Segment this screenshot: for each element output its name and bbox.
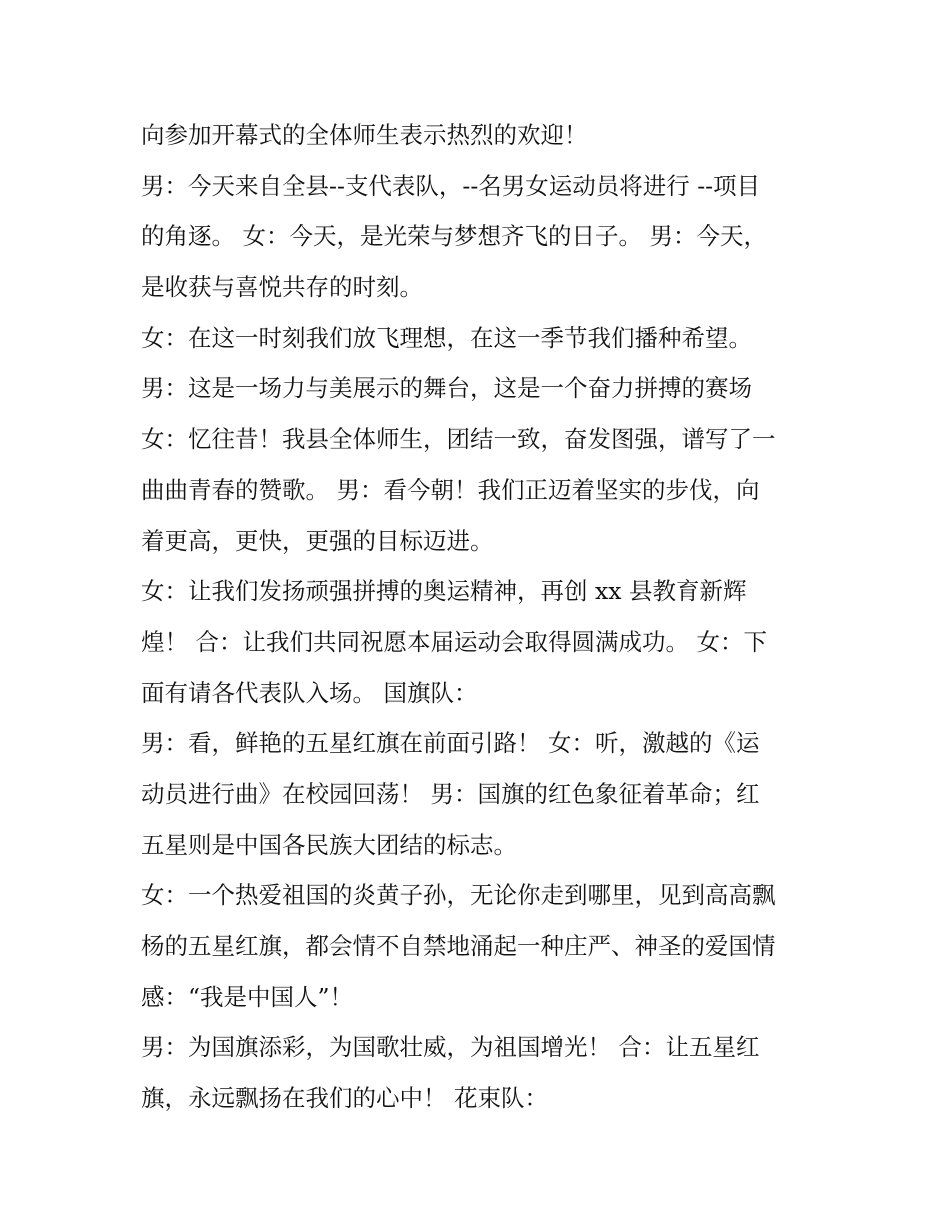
text-line: 女：让我们发扬顽强拼搏的奥运精神，再创 xx 县教育新辉 <box>141 577 747 606</box>
text-line: 向参加开幕式的全体师生表示热烈的欢迎！ <box>141 121 588 149</box>
text-line: 旗，永远飘扬在我们的心中！ 花束队： <box>141 1084 548 1113</box>
text-line: 杨的五星红旗，都会情不自禁地涌起一种庄严、神圣的爱国情 <box>141 932 776 960</box>
text-line: 男：看，鲜艳的五星红旗在前面引路！ 女：听，激越的《运 <box>141 729 760 758</box>
text-line: 的角逐。 女：今天，是光荣与梦想齐飞的日子。 男：今天， <box>141 222 767 251</box>
document-body <box>141 110 821 1124</box>
text-line: 男：为国旗添彩，为国歌壮威，为祖国增光！ 合：让五星红 <box>141 1033 760 1062</box>
text-line: 曲曲青春的赞歌。 男：看今朝！我们正迈着坚实的步伐，向 <box>141 475 760 504</box>
text-line: 女：忆往昔！我县全体师生，团结一致，奋发图强，谱写了一 <box>141 425 776 454</box>
text-line: 男：这是一场力与美展示的舞台，这是一个奋力拼搏的赛场 <box>141 374 752 403</box>
text-line: 面有请各代表队入场。 国旗队： <box>141 678 478 707</box>
text-line: 着更高，更快，更强的目标迈进。 <box>141 526 494 555</box>
text-line: 女：在这一时刻我们放飞理想，在这一季节我们播种希望。 <box>141 323 752 352</box>
text-line: 是收获与喜悦共存的时刻。 <box>141 273 423 302</box>
text-line: 男：今天来自全县--支代表队，--名男女运动员将进行 --项目 <box>141 171 761 200</box>
text-line: 动员进行曲》在校园回荡！ 男：国旗的红色象征着革命；红 <box>141 779 760 808</box>
text-line: 女：一个热爱祖国的炎黄子孙，无论你走到哪里，见到高高飘 <box>141 881 776 910</box>
text-line: 五星则是中国各民族大团结的标志。 <box>141 830 517 859</box>
text-line: 煌！ 合：让我们共同祝愿本届运动会取得圆满成功。 女：下 <box>141 627 767 656</box>
text-line: 感：“我是中国人”！ <box>141 982 354 1011</box>
